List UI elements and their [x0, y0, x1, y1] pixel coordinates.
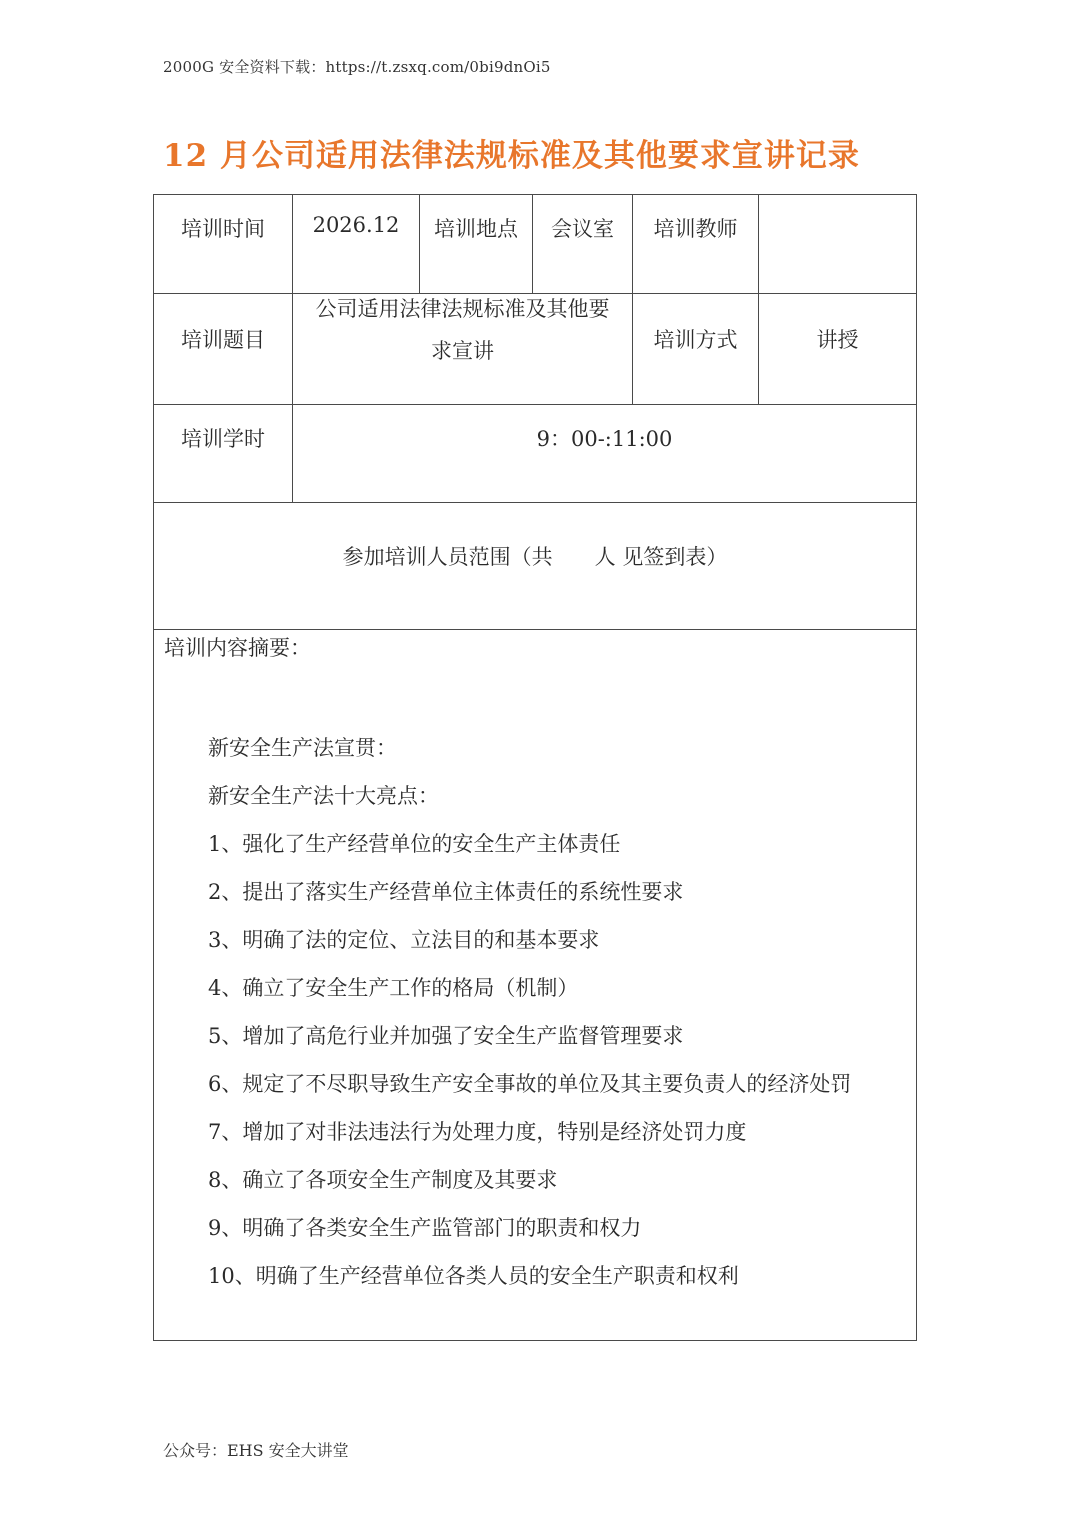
summary-cell	[154, 630, 917, 1341]
summary-item: 4、确立了安全生产工作的格局（机制）	[208, 976, 579, 1000]
table-row-time-location	[154, 195, 917, 294]
table-row-hours	[154, 405, 917, 503]
table-row-topic-method	[154, 294, 917, 405]
summary-item: 新安全生产法宣贯：	[208, 736, 397, 760]
summary-item: 1、强化了生产经营单位的安全生产主体责任	[208, 832, 621, 856]
summary-item: 2、提出了落实生产经营单位主体责任的系统性要求	[208, 880, 684, 904]
summary-label: 培训内容摘要：	[164, 636, 311, 660]
footer-account-note: 公众号：EHS 安全大讲堂	[163, 1441, 349, 1460]
summary-item: 3、明确了法的定位、立法目的和基本要求	[208, 928, 600, 952]
time-value: 2026.12	[293, 195, 420, 294]
table-row-summary	[154, 630, 917, 1341]
location-label: 培训地点	[420, 195, 533, 294]
method-value: 讲授	[759, 294, 917, 405]
topic-value: 公司适用法律法规标准及其他要求宣讲	[315, 297, 610, 363]
summary-item: 7、增加了对非法违法行为处理力度，特别是经济处罚力度	[208, 1120, 747, 1144]
training-record-table	[153, 194, 917, 1341]
hours-label: 培训学时	[154, 405, 293, 503]
participant-scope: 参加培训人员范围（共 人 见签到表）	[154, 503, 917, 630]
hours-value: 9：00-:11:00	[293, 405, 917, 503]
topic-label: 培训题目	[154, 294, 293, 405]
summary-item: 8、确立了各项安全生产制度及其要求	[208, 1168, 558, 1192]
teacher-label: 培训教师	[633, 195, 759, 294]
summary-item: 5、增加了高危行业并加强了安全生产监督管理要求	[208, 1024, 684, 1048]
table-row-scope	[154, 503, 917, 630]
teacher-value	[759, 195, 917, 294]
summary-list	[154, 732, 916, 1308]
header-download-note: 2000G 安全资料下载：https://t.zsxq.com/0bi9dnOi5	[163, 58, 551, 76]
location-value: 会议室	[533, 195, 633, 294]
summary-item: 新安全生产法十大亮点：	[208, 784, 439, 808]
topic-value-cell	[293, 294, 633, 405]
time-label: 培训时间	[154, 195, 293, 294]
summary-item: 6、规定了不尽职导致生产安全事故的单位及其主要负责人的经济处罚	[208, 1072, 852, 1096]
document-title: 12 月公司适用法律法规标准及其他要求宣讲记录	[163, 138, 860, 174]
summary-item: 9、明确了各类安全生产监管部门的职责和权力	[208, 1216, 642, 1240]
summary-item: 10、明确了生产经营单位各类人员的安全生产职责和权利	[208, 1264, 739, 1288]
method-label: 培训方式	[633, 294, 759, 405]
